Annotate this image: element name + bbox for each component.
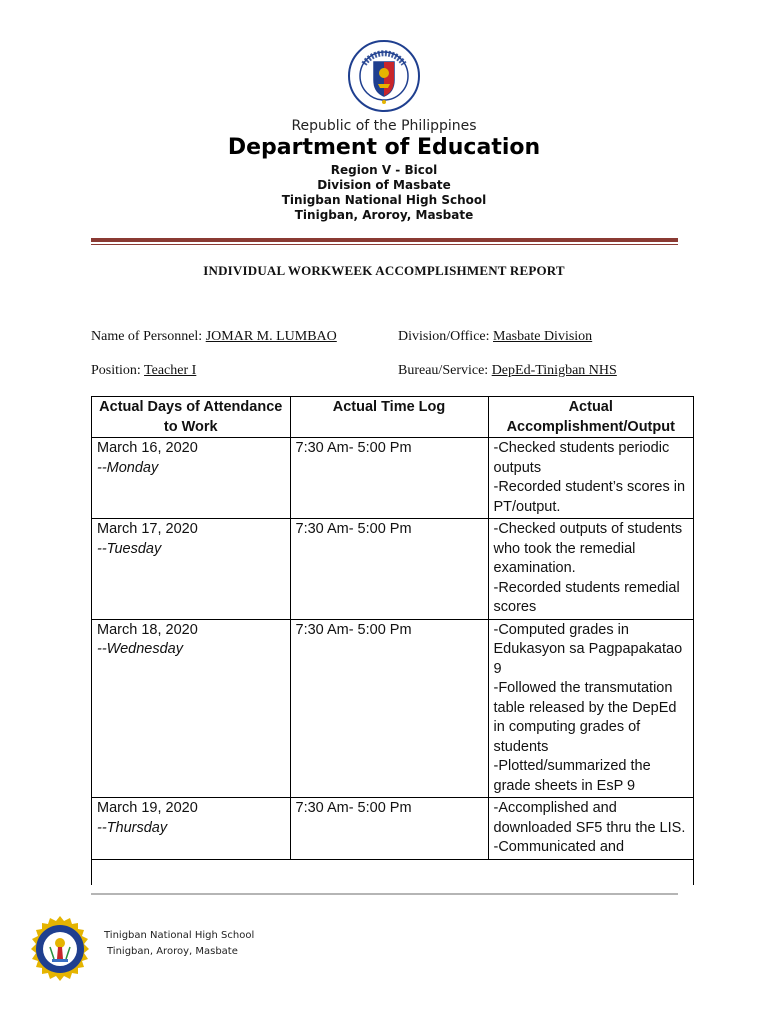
table-row — [92, 798, 693, 860]
date-text: March 16, 2020 — [97, 440, 198, 456]
date-cell — [92, 619, 290, 798]
footer-rule — [91, 893, 678, 895]
accomplishment-item: -Recorded student’s scores in PT/output. — [493, 479, 686, 515]
table-row — [92, 619, 693, 798]
header-rule-thin — [91, 244, 678, 245]
time-cell: 7:30 Am- 5:00 Pm — [290, 438, 488, 519]
deped-seal-icon — [348, 40, 420, 112]
date-cell — [92, 798, 290, 860]
footer-address: Tinigban, Aroroy, Masbate — [107, 946, 238, 957]
report-title: INDIVIDUAL WORKWEEK ACCOMPLISHMENT REPORT — [203, 263, 565, 278]
accomplishment-item: -Followed the transmutation table released by the DepEd in computing grades of students — [493, 680, 677, 755]
field-label: Position: — [91, 363, 141, 378]
day-text: --Tuesday — [97, 540, 162, 557]
field-label: Division/Office: — [398, 329, 490, 344]
accomplishment-item: -Checked students periodic outputs — [493, 440, 670, 476]
field-label: Bureau/Service: — [398, 363, 489, 378]
date-text: March 17, 2020 — [97, 521, 198, 537]
accomplishment-item: -Checked outputs of students who took the remedial examination. — [493, 521, 683, 576]
field-value: JOMAR M. LUMBAO — [205, 329, 337, 344]
accomplishment-item: -Plotted/summarized the grade sheets in EsP 9 — [493, 758, 651, 794]
region-line: Region V - Bicol — [330, 163, 438, 177]
field-value: DepEd-Tinigban NHS — [491, 363, 617, 378]
time-cell: 7:30 Am- 5:00 Pm — [290, 798, 488, 860]
column-header: Actual Time Log — [290, 397, 488, 438]
school-line: Tinigban National High School — [281, 193, 487, 207]
day-text: --Thursday — [97, 819, 168, 836]
table-row — [92, 519, 693, 620]
date-text: March 19, 2020 — [97, 800, 198, 816]
address-line: Tinigban, Aroroy, Masbate — [294, 208, 474, 222]
table-header-row — [92, 397, 693, 438]
header-rule-thick — [91, 238, 678, 242]
position-field — [91, 363, 196, 379]
day-text: --Wednesday — [97, 641, 183, 657]
date-cell — [92, 438, 290, 519]
bureau-service-field — [398, 363, 617, 379]
day-text: --Monday — [97, 459, 159, 476]
division-office-field — [398, 329, 592, 345]
accomplishment-item: -Communicated and — [493, 839, 625, 855]
accomplishment-cell — [488, 798, 693, 860]
time-cell: 7:30 Am- 5:00 Pm — [290, 619, 488, 798]
date-text: March 18, 2020 — [97, 621, 198, 638]
republic-heading: Republic of the Philippines — [291, 118, 477, 134]
accomplishment-item: -Computed grades in Edukasyon sa Pagpapakatao 9 — [493, 621, 683, 677]
accomplishment-cell — [488, 438, 693, 519]
time-cell: 7:30 Am- 5:00 Pm — [290, 519, 488, 620]
date-cell — [92, 519, 290, 620]
accomplishment-item: -Recorded students remedial scores — [493, 579, 680, 615]
accomplishment-cell — [488, 519, 693, 620]
column-header: Actual Days of Attendance to Work — [92, 397, 290, 438]
table-row — [92, 438, 693, 519]
field-value: Teacher I — [144, 363, 197, 378]
column-header: Actual Accomplishment/Output — [488, 397, 693, 438]
name-of-personnel-field — [91, 329, 337, 345]
division-line: Division of Masbate — [317, 178, 451, 192]
accomplishment-cell — [488, 619, 693, 798]
school-logo-icon — [24, 915, 96, 987]
department-title: Department of Education — [227, 135, 541, 160]
accomplishment-item: -Accomplished and downloaded SF5 thru the LIS. — [493, 800, 686, 836]
accomplishment-table — [91, 396, 694, 885]
field-value: Masbate Division — [493, 329, 593, 344]
field-label: Name of Personnel: — [91, 329, 203, 344]
footer-school-name: Tinigban National High School — [104, 930, 255, 941]
